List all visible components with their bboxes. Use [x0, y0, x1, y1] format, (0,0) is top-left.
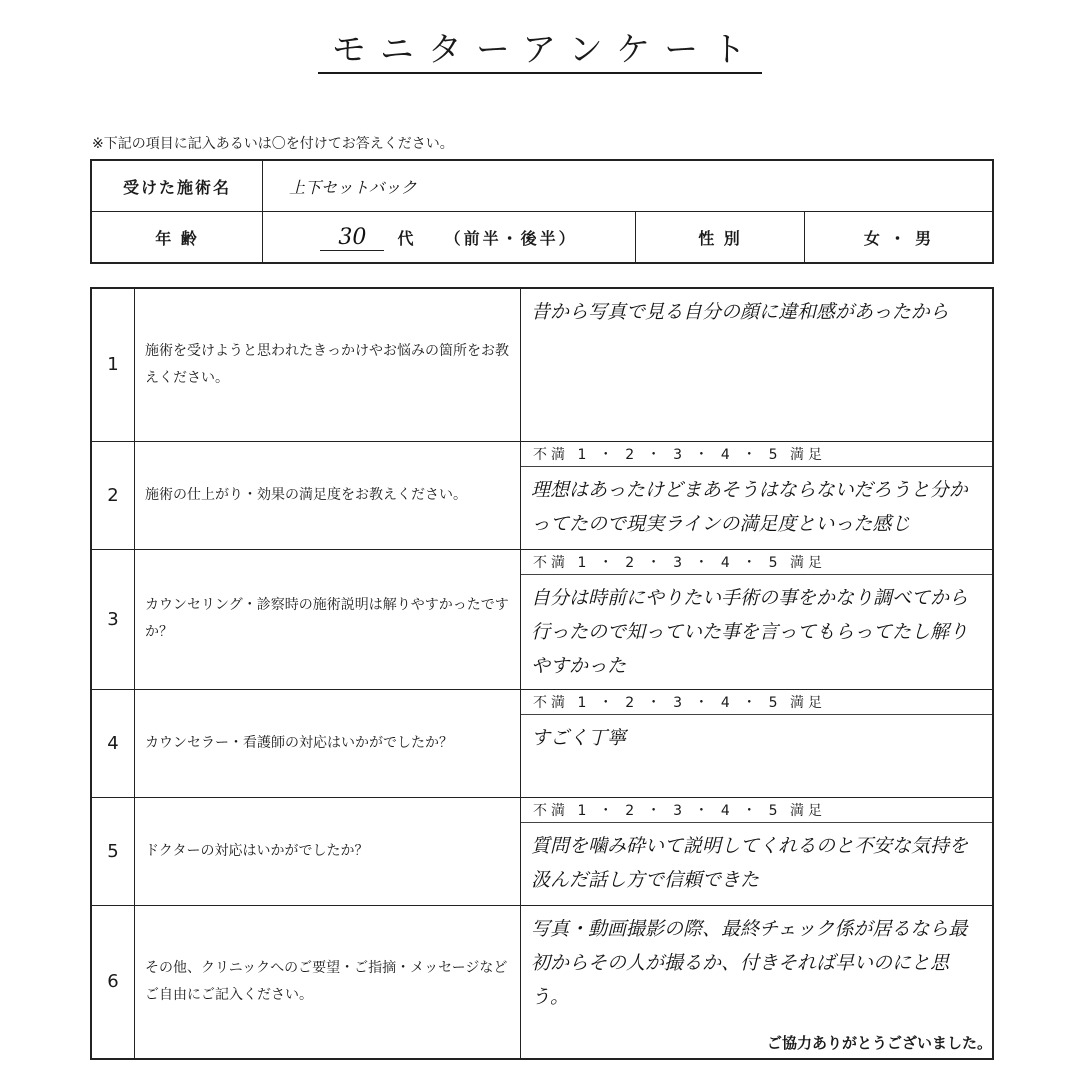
answer-text: すごく丁寧 — [531, 726, 627, 749]
question-row — [91, 689, 993, 797]
answer-text: 昔から写真で見る自分の顔に違和感があったから — [531, 301, 949, 323]
thanks-note: ご協力ありがとうございました。 — [766, 1034, 992, 1052]
question-number: 4 — [91, 689, 135, 797]
answer-field[interactable] — [521, 797, 994, 905]
answer-field[interactable] — [521, 689, 994, 797]
answer-field[interactable] — [521, 549, 994, 689]
answer-field[interactable] — [521, 288, 994, 441]
question-row — [91, 288, 993, 441]
instructions: ※下記の項目に記入あるいは〇を付けてお答えください。 — [92, 136, 454, 152]
question-text: カウンセラー・看護師の対応はいかがでしたか？ — [135, 689, 521, 797]
question-text: カウンセリング・診察時の施術説明は解りやすかったですか？ — [135, 549, 521, 689]
question-text: 施術の仕上がり・効果の満足度をお教えください。 — [135, 441, 521, 549]
age-label: 年 齢 — [91, 212, 263, 264]
question-text: その他、クリニックへのご要望・ご指摘・メッセージなどご自由にご記入ください。 — [135, 905, 521, 1059]
answer-text: 写真・動画撮影の際、最終チェック係が居るなら最初からその人が撮るか、付きそれば早いのにと思う。 — [531, 917, 968, 1008]
satisfaction-scale[interactable]: 不満 1 ・ 2 ・ 3 ・ 4 ・ 5 満足 — [521, 690, 992, 715]
age-value: 30 — [320, 225, 384, 251]
answer-text: 自分は時前にやりたい手術の事をかなり調べてから行ったので知っていた事を言ってもらってたし解りやすかった — [531, 586, 969, 677]
answer-text: 理想はあったけどまあそうはならないだろうと分かってたので現実ラインの満足度といった感じ — [531, 478, 968, 535]
question-number: 1 — [91, 288, 135, 441]
question-number: 3 — [91, 549, 135, 689]
question-row — [91, 549, 993, 689]
question-row — [91, 797, 993, 905]
question-text: ドクターの対応はいかがでしたか？ — [135, 797, 521, 905]
age-suffix: 代 — [397, 228, 414, 248]
question-number: 5 — [91, 797, 135, 905]
question-row — [91, 441, 993, 549]
info-table — [90, 159, 994, 264]
gender-label: 性 別 — [636, 212, 805, 264]
question-number: 2 — [91, 441, 135, 549]
page-title: モニターアンケート — [0, 22, 1080, 71]
age-half-options: （前半・後半） — [444, 228, 578, 248]
satisfaction-scale[interactable]: 不満 1 ・ 2 ・ 3 ・ 4 ・ 5 満足 — [521, 442, 992, 467]
satisfaction-scale[interactable]: 不満 1 ・ 2 ・ 3 ・ 4 ・ 5 満足 — [521, 550, 992, 575]
question-number: 6 — [91, 905, 135, 1059]
questions-table — [90, 287, 994, 1060]
answer-text: 質問を噛み砕いて説明してくれるのと不安な気持を汲んだ話し方で信頼できた — [531, 834, 969, 891]
satisfaction-scale[interactable]: 不満 1 ・ 2 ・ 3 ・ 4 ・ 5 満足 — [521, 798, 992, 823]
question-text: 施術を受けようと思われたきっかけやお悩みの箇所をお教えください。 — [135, 288, 521, 441]
treatment-label: 受けた施術名 — [91, 160, 263, 212]
gender-options[interactable]: 女 ・ 男 — [805, 212, 994, 264]
answer-field[interactable] — [521, 441, 994, 549]
treatment-field[interactable]: 上下セットバック — [263, 160, 994, 212]
age-field[interactable] — [263, 212, 636, 264]
